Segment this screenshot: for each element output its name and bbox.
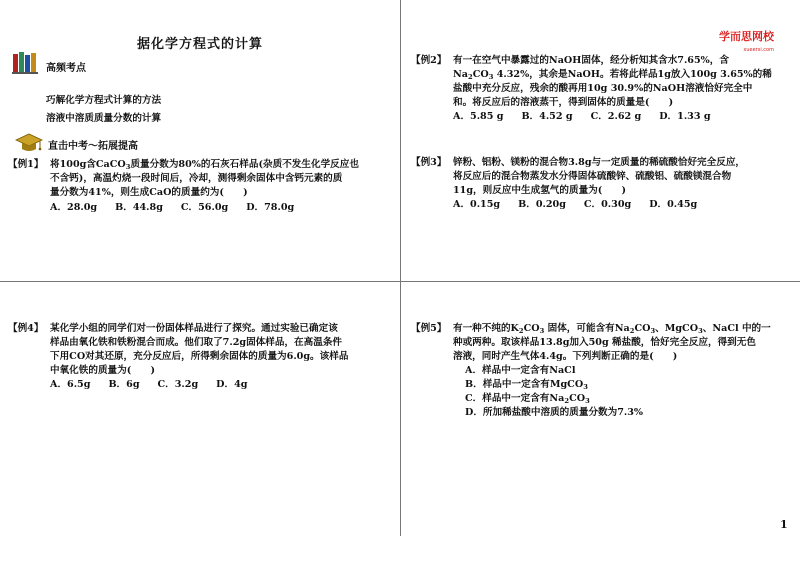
page-number: 1 bbox=[780, 518, 788, 531]
subscript: 3 bbox=[488, 73, 494, 81]
subscript: 3 bbox=[650, 327, 656, 335]
option-c: C．0.30g bbox=[583, 199, 632, 210]
option-d: D．所加稀盐酸中溶质的质量分数为7.3% bbox=[465, 407, 644, 418]
option-b: B．0.20g bbox=[518, 199, 566, 210]
option-b: B．44.8g bbox=[115, 202, 163, 213]
question-line: 溶液，同时产生气体4.4g。下列判断正确的是( ) bbox=[453, 351, 678, 362]
question-3 bbox=[411, 156, 796, 216]
books-icon bbox=[12, 50, 40, 74]
question-line: 下用CO对其还原，充分反应后，所得剩余固体的质量为6.0g。该样品 bbox=[50, 351, 349, 362]
text: 质量分数为80%的石灰石样品(杂质不发生化学反应也 bbox=[130, 159, 359, 170]
subscript: 2 bbox=[468, 73, 473, 81]
question-line bbox=[50, 158, 359, 172]
option-c bbox=[465, 392, 590, 406]
text: 4.32%，其余是NaOH。若将此样品1g放入100g 3.65%的稀 bbox=[493, 69, 772, 80]
question-line: 中氧化铁的质量为( ) bbox=[50, 365, 156, 376]
question-line: 不含钙)，高温灼烧一段时间后，冷却，测得剩余固体中含钙元素的质 bbox=[50, 173, 343, 184]
logo-subtext: xueersi.com bbox=[743, 46, 774, 53]
subscript: 3 bbox=[585, 397, 590, 405]
question-line: 量分数为41%，则生成CaO的质量约为( ) bbox=[50, 187, 248, 198]
text: 固体，可能含有Na bbox=[544, 323, 630, 334]
answer-options bbox=[50, 378, 265, 392]
subscript: 3 bbox=[539, 327, 545, 335]
text: CO bbox=[523, 323, 540, 334]
subscript: 2 bbox=[518, 327, 524, 335]
question-line: 种或两种。取该样品13.8g加入50g 稀盐酸，恰好完全反应，得到无色 bbox=[453, 337, 756, 348]
question-line: 样品由氧化铁和铁粉混合而成。他们取了7.2g固体样品，在高温条件 bbox=[50, 337, 343, 348]
option-b: B．6g bbox=[108, 379, 140, 390]
question-line bbox=[453, 68, 772, 82]
logo-text: 学而思网校 bbox=[719, 30, 774, 43]
quadrant-bottom-right bbox=[401, 282, 800, 536]
bullet-item: 溶液中溶质质量分数的计算 bbox=[46, 113, 162, 124]
question-line: 将反应后的混合物蒸发水分得固体硫酸锌、硫酸铝、硫酸镁混合物 bbox=[453, 171, 732, 182]
question-line: 11g，则反应中生成氢气的质量为( ) bbox=[453, 185, 627, 196]
question-line: 锌粉、铝粉、镁粉的混合物3.8g与一定质量的稀硫酸恰好完全反应， bbox=[453, 157, 746, 168]
question-5 bbox=[411, 322, 796, 442]
section-heading-gaopin: 高频考点 bbox=[46, 63, 86, 74]
question-2 bbox=[411, 54, 796, 134]
answer-options bbox=[50, 201, 312, 215]
option-a: A．5.85 g bbox=[453, 111, 504, 122]
question-line: 某化学小组的同学们对一份固体样品进行了探究。通过实验已确定该 bbox=[50, 323, 338, 334]
option-d: D．4g bbox=[216, 379, 248, 390]
answer-options bbox=[453, 110, 729, 124]
option-c: C．56.0g bbox=[180, 202, 229, 213]
subscript: 3 bbox=[125, 163, 131, 171]
text: CO bbox=[472, 69, 489, 80]
text: 有一种不纯的K bbox=[453, 323, 519, 334]
question-1 bbox=[8, 158, 398, 218]
question-tag: 【例2】 bbox=[411, 55, 447, 66]
subscript: 3 bbox=[583, 383, 588, 391]
quadrant-bottom-left bbox=[0, 282, 400, 536]
answer-options bbox=[453, 198, 715, 212]
question-4 bbox=[8, 322, 398, 402]
graduation-cap-icon bbox=[14, 132, 44, 154]
question-line bbox=[453, 322, 771, 336]
subscript: 2 bbox=[629, 327, 635, 335]
text: Na bbox=[453, 69, 468, 80]
option-a: A．6.5g bbox=[50, 379, 91, 390]
option-b: B．4.52 g bbox=[521, 111, 573, 122]
option-a: A．0.15g bbox=[453, 199, 501, 210]
text: C．样品中一定含有Na bbox=[465, 393, 565, 404]
text: 将100g含CaCO bbox=[50, 159, 126, 170]
text: 、NaCl 中的一 bbox=[702, 323, 771, 334]
question-line: 和。将反应后的溶液蒸干，得到固体的质量是( ) bbox=[453, 97, 674, 108]
option-b bbox=[465, 378, 588, 392]
option-d: D．78.0g bbox=[246, 202, 295, 213]
quadrant-top-left bbox=[0, 0, 400, 281]
subscript: 3 bbox=[698, 327, 703, 335]
option-c: C．2.62 g bbox=[590, 111, 642, 122]
text: 、MgCO bbox=[655, 323, 699, 334]
question-line: 有一在空气中暴露过的NaOH固体，经分析知其含水7.65%，含 bbox=[453, 55, 729, 66]
option-a: A．28.0g bbox=[50, 202, 98, 213]
question-tag: 【例5】 bbox=[411, 323, 447, 334]
option-a: A．样品中一定含有NaCl bbox=[465, 365, 576, 376]
option-d: D．1.33 g bbox=[659, 111, 711, 122]
text: B．样品中一定含有MgCO bbox=[465, 379, 584, 390]
text: CO bbox=[634, 323, 651, 334]
question-line: 盐酸中充分反应，残余的酸再用10g 30.9%的NaOH溶液恰好完全中 bbox=[453, 83, 753, 94]
option-c: C．3.2g bbox=[157, 379, 199, 390]
question-tag: 【例4】 bbox=[8, 323, 44, 334]
brand-logo bbox=[719, 30, 774, 57]
option-d: D．0.45g bbox=[649, 199, 698, 210]
text: CO bbox=[569, 393, 586, 404]
question-tag: 【例1】 bbox=[8, 159, 44, 170]
subscript: 2 bbox=[564, 397, 570, 405]
bullet-item: 巧解化学方程式计算的方法 bbox=[46, 95, 162, 106]
quadrant-top-right bbox=[401, 0, 800, 281]
section-heading-zhiji: 直击中考～拓展提高 bbox=[48, 141, 138, 152]
page-title: 据化学方程式的计算 bbox=[136, 37, 263, 52]
question-tag: 【例3】 bbox=[411, 157, 447, 168]
